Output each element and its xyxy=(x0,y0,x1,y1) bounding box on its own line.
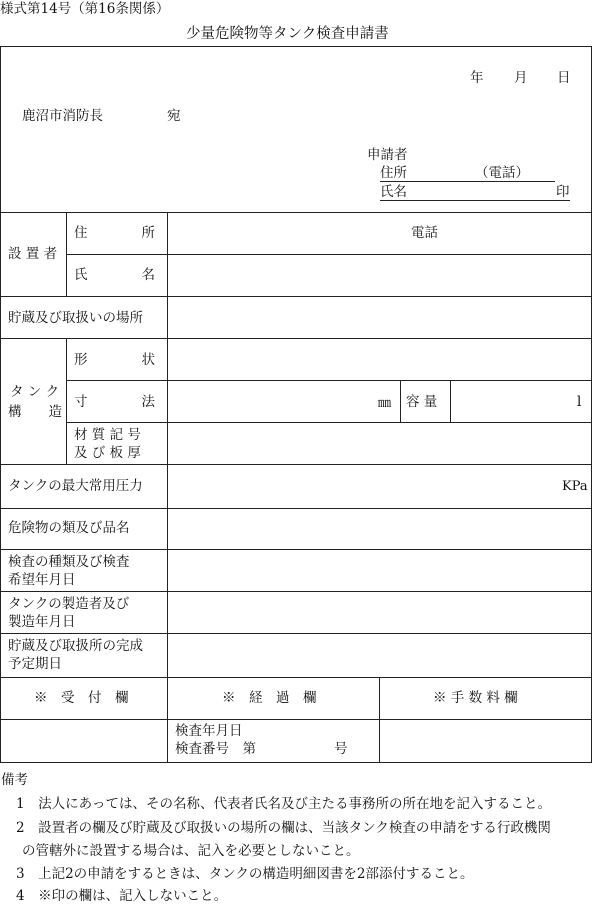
seal-label: 印 xyxy=(556,184,570,200)
inspection-label-1: 検査の種類及び検査 xyxy=(8,554,130,570)
rule-installer-bottom xyxy=(0,296,592,297)
rule-col-value xyxy=(167,212,168,762)
rule-shape-bottom xyxy=(66,380,592,381)
installer-label: 設 置 者 xyxy=(8,246,58,262)
rule-hazmat-bottom xyxy=(0,549,592,550)
note-item: 3 上記2の申請をするときは、タンクの構造明細図書を2部添付すること。 xyxy=(16,866,474,882)
progress-column-header: ※ 経 過 欄 xyxy=(222,690,317,706)
tank-structure-label-1: タ ン ク xyxy=(10,384,60,400)
inspection-label-2: 希望年月日 xyxy=(8,572,76,588)
note-item: 2 設置者の欄及び貯蔵及び取扱いの場所の欄は、当該タンク検査の申請をする行政機関 xyxy=(16,820,551,836)
rule-manufacturer-bottom xyxy=(0,633,592,634)
page-title: 少量危険物等タンク検査申請書 xyxy=(186,26,389,42)
max-pressure-unit: KPa xyxy=(562,479,588,494)
rule-col-inner-label xyxy=(66,212,67,296)
rule-dimension-bottom xyxy=(66,422,592,423)
applicant-name-label: 氏名 xyxy=(380,184,407,200)
notes-heading: 備考 xyxy=(1,772,28,788)
rule-inspection-bottom xyxy=(0,591,592,592)
table-left-border xyxy=(0,46,1,763)
tank-dimension-label: 寸 法 xyxy=(74,394,155,410)
applicant-address-label: 住所 xyxy=(380,165,407,181)
manufacturer-label-1: タンクの製造者及び xyxy=(8,596,130,612)
material-label-2: 及 び 板 厚 xyxy=(74,445,141,461)
addressee-suffix: 宛 xyxy=(167,108,181,124)
rule-installer-mid xyxy=(66,254,592,255)
note-item: 4 ※印の欄は、記入しないこと。 xyxy=(16,888,228,904)
rule-pressure-bottom xyxy=(0,508,592,509)
completion-label-2: 予定期日 xyxy=(8,656,62,672)
table-bottom-border xyxy=(0,762,592,763)
date-month: 月 xyxy=(514,70,528,86)
date-day: 日 xyxy=(557,70,571,86)
inspection-date-label: 検査年月日 xyxy=(175,723,243,739)
inspection-number-suffix: 号 xyxy=(334,741,348,757)
table-top-border xyxy=(0,46,592,47)
rule-header-bottom xyxy=(0,212,592,213)
date-year: 年 xyxy=(470,70,484,86)
rule-col-fee xyxy=(379,677,380,762)
fee-column-header: ※ 手 数 料 欄 xyxy=(433,690,518,706)
rule-completion-bottom xyxy=(0,677,592,678)
tank-structure-label-2: 構 造 xyxy=(8,404,62,420)
applicant-name-line xyxy=(380,184,570,201)
material-label-1: 材 質 記 号 xyxy=(74,427,141,443)
inspection-number-label: 検査番号 第 xyxy=(175,741,256,757)
rule-col-capacity-left xyxy=(400,380,401,422)
note-item: の管轄外に設置する場合は、記入を必要としないこと。 xyxy=(22,843,360,859)
storage-place-label: 貯蔵及び取扱いの場所 xyxy=(8,310,143,326)
installer-address-label: 住 所 xyxy=(74,225,155,241)
installer-name-label: 氏 名 xyxy=(74,267,155,283)
completion-label-1: 貯蔵及び取扱所の完成 xyxy=(8,638,143,654)
rule-col-inner-label-tank xyxy=(66,338,67,464)
note-item: 1 法人にあっては、その名称、代表者氏名及び主たる事務所の所在地を記入すること。 xyxy=(16,796,551,812)
installer-phone-label: 電話 xyxy=(411,225,438,241)
dimension-unit: ㎜ xyxy=(378,396,392,411)
manufacturer-label-2: 製造年月日 xyxy=(8,614,76,630)
applicant-address-line xyxy=(380,165,555,182)
applicant-label: 申請者 xyxy=(367,147,408,163)
reception-column-header: ※ 受 付 欄 xyxy=(34,690,129,706)
max-pressure-label: タンクの最大常用圧力 xyxy=(8,478,143,494)
rule-storage-bottom xyxy=(0,338,592,339)
hazmat-label: 危険物の類及び品名 xyxy=(8,520,130,536)
capacity-unit: l xyxy=(577,394,582,410)
form-number: 様式第14号（第16条関係） xyxy=(0,1,170,17)
rule-office-header-bottom xyxy=(0,719,592,720)
rule-tank-bottom xyxy=(0,464,592,465)
rule-col-capacity-right xyxy=(450,380,451,422)
addressee: 鹿沼市消防長 xyxy=(22,108,103,124)
capacity-label: 容 量 xyxy=(406,394,438,410)
applicant-phone-label: （電話） xyxy=(475,165,529,181)
tank-shape-label: 形 状 xyxy=(74,352,155,368)
